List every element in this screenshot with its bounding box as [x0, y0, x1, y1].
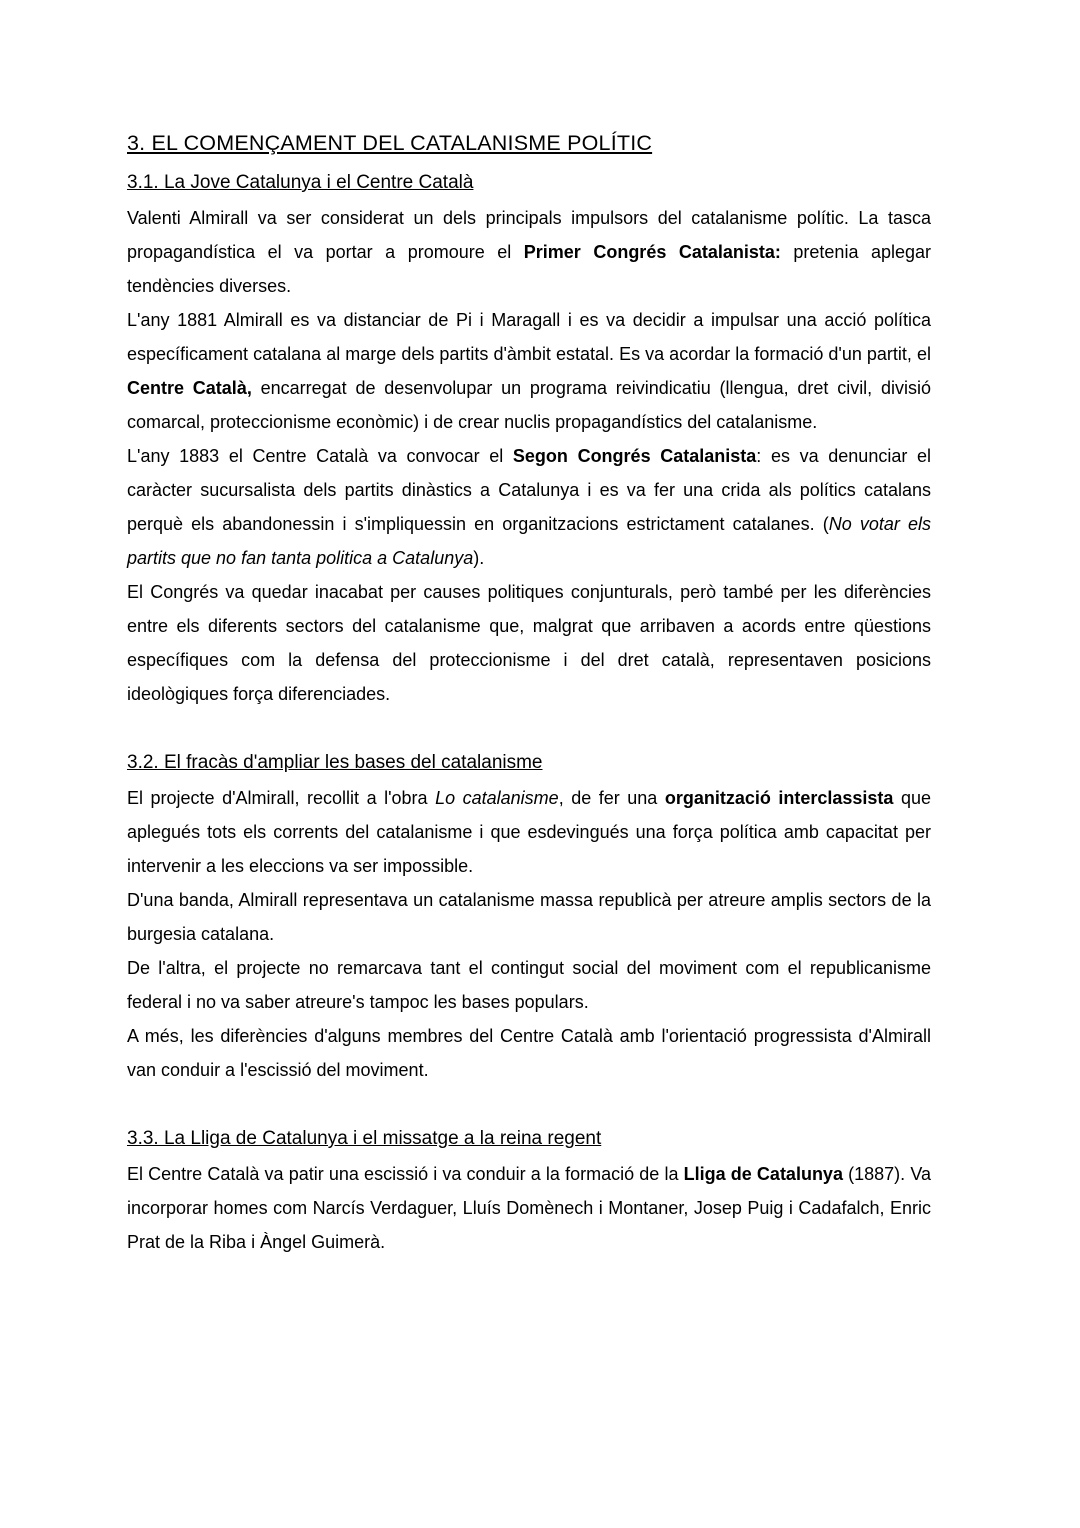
document-title: 3. EL COMENÇAMENT DEL CATALANISME POLÍTIC	[127, 131, 653, 155]
section-heading: 3.2. El fracàs d'ampliar les bases del catalanisme	[127, 752, 543, 773]
paragraph	[127, 439, 931, 575]
bold-text-segment: Segon Congrés Catalanista	[512, 446, 757, 466]
text-segment: A més, les diferències d'alguns membres del Centre Català amb l'orientació progressista d'Almirall van conduir a l'escissió del moviment.	[127, 1026, 931, 1080]
document-section	[127, 745, 931, 1087]
text-segment: pretenia aplegar tendències diverses.	[127, 242, 932, 296]
text-segment: : es va denunciar el caràcter sucursalista dels partits dinàstics a Catalunya i es va fer una crida als polítics catalans perquè els abandonessin i s'impliquessin en organitzacions estrictament catalanes. (	[127, 446, 931, 534]
document-content	[127, 126, 931, 1259]
text-segment: que aplegués tots els corrents del catalanisme i que esdevingués una força política amb capacitat per intervenir a les eleccions va ser impossible.	[127, 788, 931, 876]
text-segment: ).	[473, 548, 485, 568]
bold-text-segment: Primer Congrés Catalanista:	[523, 242, 781, 262]
text-segment: L'any 1883 el Centre Català va convocar el	[127, 446, 513, 466]
document-section	[127, 165, 931, 711]
text-segment: encarregat de desenvolupar un programa reivindicatiu (llengua, dret civil, divisió comarcal, proteccionisme econòmic) i de crear nuclis propagandístics del catalanisme.	[127, 378, 931, 432]
paragraph	[127, 951, 931, 1019]
text-segment: L'any 1881 Almirall es va distanciar de Pi i Maragall i es va decidir a impulsar una acció política específicament catalana al marge dels partits d'àmbit estatal. Es va acordar la formació d'un partit, el	[127, 310, 931, 364]
paragraph	[127, 201, 931, 303]
text-segment: (1887). Va incorporar homes com Narcís Verdaguer, Lluís Domènech i Montaner, Josep Puig i Cadafalch, Enric Prat de la Riba i Àngel Guimerà.	[127, 1164, 931, 1252]
bold-text-segment: Lliga de Catalunya	[683, 1164, 843, 1184]
section-heading: 3.3. La Lliga de Catalunya i el missatge a la reina regent	[127, 1128, 602, 1149]
document-section	[127, 1121, 931, 1259]
text-segment: El Congrés va quedar inacabat per causes politiques conjunturals, però també per les diferències entre els diferents sectors del catalanisme que, malgrat que arribaven a acords entre qüestions específiques com la defensa del proteccionisme i del dret català, representaven posicions ideològiques força diferenciades.	[127, 582, 931, 704]
paragraph	[127, 1157, 931, 1259]
paragraph	[127, 883, 931, 951]
text-segment: , de fer una	[558, 788, 665, 808]
italic-text-segment: No votar els partits que no fan tanta politica a Catalunya	[127, 514, 931, 568]
section-heading: 3.1. La Jove Catalunya i el Centre Català	[127, 172, 474, 193]
paragraph	[127, 1019, 931, 1087]
text-segment: El projecte d'Almirall, recollit a l'obra	[127, 788, 436, 808]
bold-text-segment: Centre Català,	[127, 378, 252, 398]
document-sections	[127, 165, 931, 1259]
text-segment: El Centre Català va patir una escissió i va conduir a la formació de la	[127, 1164, 684, 1184]
paragraph	[127, 781, 931, 883]
text-segment: D'una banda, Almirall representava un catalanisme massa republicà per atreure amplis sectors de la burgesia catalana.	[127, 890, 931, 944]
text-segment: De l'altra, el projecte no remarcava tant el contingut social del moviment com el republicanisme federal i no va saber atreure's tampoc les bases populars.	[127, 958, 931, 1012]
paragraph	[127, 575, 931, 711]
bold-text-segment: organització interclassista	[664, 788, 894, 808]
paragraph	[127, 303, 931, 439]
text-segment: Valenti Almirall va ser considerat un dels principals impulsors del catalanisme polític. La tasca propagandística el va portar a promoure el	[127, 208, 931, 262]
italic-text-segment: Lo catalanisme	[435, 788, 559, 808]
